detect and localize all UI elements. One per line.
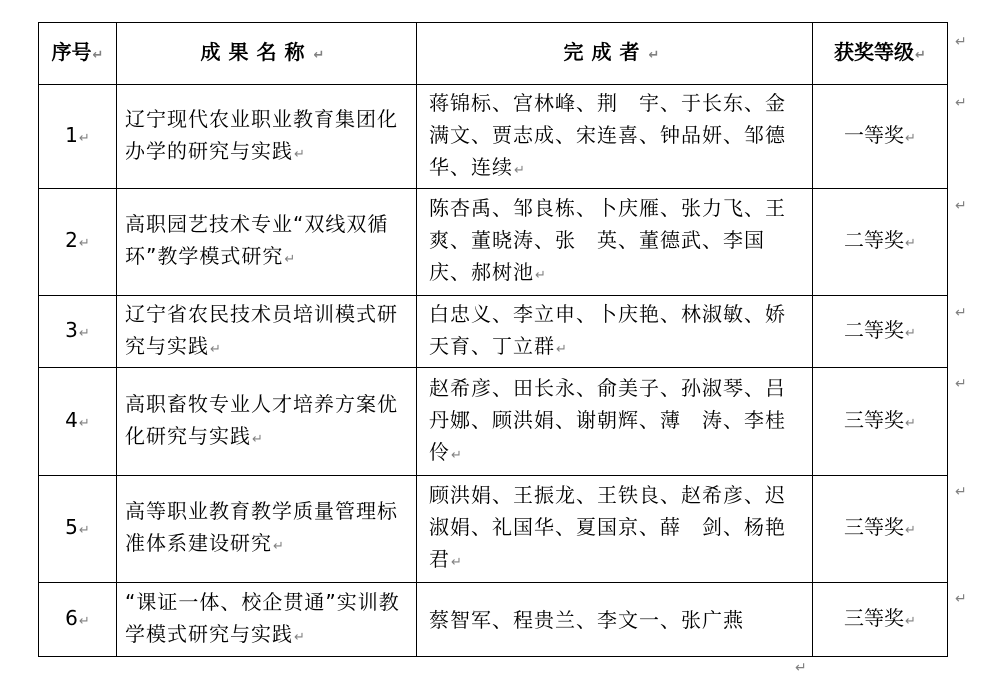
header-index: 序号↵: [39, 23, 117, 85]
row-authors: 蔡智军、程贵兰、李文一、张广燕: [417, 583, 813, 657]
header-name: 成果名称↵: [117, 23, 417, 85]
row-title: 高职园艺技术专业“双线双循环”教学模式研究↵: [117, 189, 417, 296]
row-end-mark: ↵: [955, 484, 967, 500]
row-end-mark: ↵: [955, 95, 967, 111]
row-end-mark: ↵: [955, 198, 967, 214]
row-end-mark: ↵: [955, 34, 967, 50]
row-index: 2↵: [39, 189, 117, 296]
row-end-mark: ↵: [955, 376, 967, 392]
header-authors: 完成者↵: [417, 23, 813, 85]
row-title: 高职畜牧专业人才培养方案优化研究与实践↵: [117, 368, 417, 476]
paragraph-mark: ↵: [795, 660, 807, 676]
header-award: 获奖等级↵: [813, 23, 948, 85]
table-row: [39, 476, 948, 583]
row-title: “课证一体、校企贯通”实训教学模式研究与实践↵: [117, 583, 417, 657]
row-title: 高等职业教育教学质量管理标准体系建设研究↵: [117, 476, 417, 583]
row-index: 1↵: [39, 85, 117, 189]
row-award: 一等奖↵: [813, 85, 948, 189]
row-authors: 陈杏禹、邹良栋、卜庆雁、张力飞、王 爽、董晓涛、张 英、董德武、李国庆、郝树池↵: [417, 189, 813, 296]
row-end-mark: ↵: [955, 591, 967, 607]
row-award: 二等奖↵: [813, 296, 948, 368]
table-row: [39, 85, 948, 189]
table-row: [39, 368, 948, 476]
row-authors: 白忠义、李立申、卜庆艳、林淑敏、娇天育、丁立群↵: [417, 296, 813, 368]
row-authors: 顾洪娟、王振龙、王铁良、赵希彦、迟淑娟、礼国华、夏国京、薛 剑、杨艳君↵: [417, 476, 813, 583]
header-row: [39, 23, 948, 85]
row-index: 4↵: [39, 368, 117, 476]
row-authors: 赵希彦、田长永、俞美子、孙淑琴、吕丹娜、顾洪娟、谢朝辉、薄 涛、李桂伶↵: [417, 368, 813, 476]
row-award: 二等奖↵: [813, 189, 948, 296]
row-end-mark: ↵: [955, 305, 967, 321]
row-index: 6↵: [39, 583, 117, 657]
row-index: 5↵: [39, 476, 117, 583]
table-row: [39, 583, 948, 657]
row-award: 三等奖↵: [813, 476, 948, 583]
row-award: 三等奖↵: [813, 368, 948, 476]
table-row: [39, 296, 948, 368]
row-award: 三等奖↵: [813, 583, 948, 657]
row-title: 辽宁现代农业职业教育集团化办学的研究与实践↵: [117, 85, 417, 189]
row-title: 辽宁省农民技术员培训模式研究与实践↵: [117, 296, 417, 368]
row-authors: 蒋锦标、宫林峰、荆 宇、于长东、金满文、贾志成、宋连喜、钟品妍、邹德华、连续↵: [417, 85, 813, 189]
awards-table: [38, 22, 948, 657]
row-index: 3↵: [39, 296, 117, 368]
table-row: [39, 189, 948, 296]
